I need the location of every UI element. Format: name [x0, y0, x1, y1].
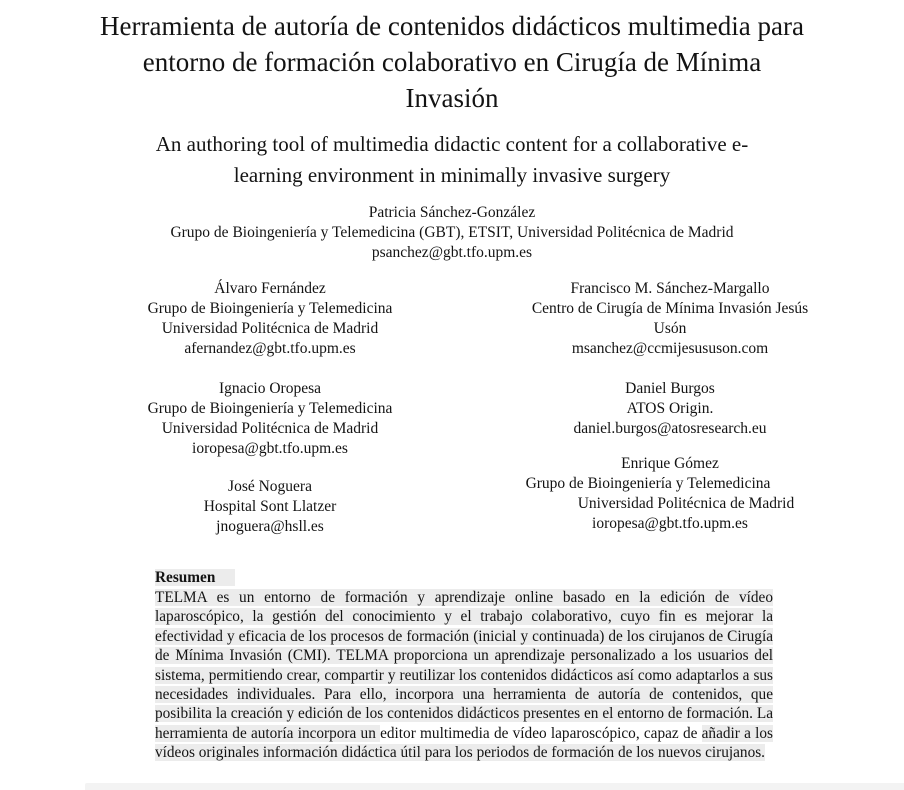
author-grid	[0, 279, 904, 537]
author-affiliation: Usón	[653, 320, 687, 337]
author-affiliation: Grupo de Bioingeniería y Telemedicina	[147, 400, 393, 417]
author-block-jose-noguera	[60, 477, 480, 537]
author-affiliation: Universidad Politécnica de Madrid	[161, 320, 379, 337]
author-name: Francisco M. Sánchez-Margallo	[570, 280, 770, 297]
author-name: Álvaro Fernández	[214, 280, 326, 297]
author-email: msanchez@ccmijesususon.com	[571, 340, 769, 357]
title-en-line-1: An authoring tool of multimedia didactic content for a collaborative e-	[155, 132, 749, 156]
author-affiliation: Centro de Cirugía de Mínima Invasión Jesús	[531, 300, 809, 317]
author-email: daniel.burgos@atosresearch.eu	[573, 420, 767, 437]
abstract-section	[155, 568, 773, 763]
author-name: Daniel Burgos	[625, 380, 715, 397]
title-en-line-2: learning environment in minimally invasive surgery	[233, 163, 671, 187]
paper-title-spanish	[0, 0, 904, 116]
title-es-line-3: Invasión	[405, 83, 499, 113]
abstract-text	[155, 588, 773, 763]
author-affiliation: ATOS Origin.	[626, 400, 714, 417]
partial-highlight-bar	[85, 783, 904, 790]
author-affiliation: Universidad Politécnica de Madrid	[161, 420, 379, 437]
author-email: afernandez@gbt.tfo.upm.es	[184, 340, 356, 357]
author-name: José Noguera	[228, 478, 312, 495]
author-name: Patricia Sánchez-González	[368, 204, 536, 221]
author-column-right	[480, 279, 860, 537]
author-affiliation: Grupo de Bioingeniería y Telemedicina	[147, 300, 393, 317]
author-email: ioropesa@gbt.tfo.upm.es	[192, 440, 348, 457]
paper-title-english	[0, 129, 904, 191]
author-name: Ignacio Oropesa	[219, 380, 321, 397]
author-affiliation: Grupo de Bioingeniería y Telemedicina	[525, 475, 771, 492]
author-block-alvaro-fernandez	[60, 279, 480, 359]
abstract-heading: Resumen	[155, 569, 235, 586]
author-email: psanchez@gbt.tfo.upm.es	[371, 244, 533, 261]
abstract-plain-segment: editor multimedia de vídeo laparoscópico, capaz de	[380, 724, 702, 742]
author-affiliation: Grupo de Bioingeniería y Telemedicina (GBT), ETSIT, Universidad Politécnica de Madrid	[170, 224, 734, 241]
title-es-line-1: Herramienta de autoría de contenidos didácticos multimedia para	[100, 11, 804, 41]
author-block-ignacio-oropesa	[60, 379, 480, 459]
abstract-highlighted-segment-2: añadir a los vídeos originales información didáctica útil para los periodos de formación de los nuevos cirujanos.	[155, 724, 773, 762]
abstract-heading-row	[155, 568, 773, 588]
author-affiliation: Universidad Politécnica de Madrid	[577, 495, 795, 512]
author-affiliation: Hospital Sont Llatzer	[203, 498, 337, 515]
lead-author-block	[0, 203, 904, 263]
author-block-enrique-gomez	[480, 454, 860, 534]
author-email: jnoguera@hsll.es	[216, 518, 324, 535]
author-block-francisco-sanchez-margallo	[480, 279, 860, 359]
author-name: Enrique Gómez	[621, 455, 719, 472]
abstract-highlighted-segment-1: TELMA es un entorno de formación y aprendizaje online basado en la edición de vídeo laparoscópico, la gestión del conocimiento y el trabajo colaborativo, cuyo fin es mejorar la efectividad y eficacia de los procesos de formación (inicial y continuada) de los cirujanos de Cirugía de Mínima Invasión (CMI). TELMA proporciona un aprendizaje personalizado a los usuarios del sistema, permitiendo crear, compartir y reutilizar los contenidos didácticos así como adaptarlos a sus necesidades individuales. Para ello, incorpora una herramienta de autoría de contenidos, que posibilita la creación y edición de los contenidos didácticos presentes en el entorno de formación. La herramienta de autoría incorpora un	[155, 589, 773, 742]
author-email: ioropesa@gbt.tfo.upm.es	[592, 515, 748, 532]
title-es-line-2: entorno de formación colaborativo en Cirugía de Mínima	[142, 47, 762, 77]
author-block-daniel-burgos	[480, 379, 860, 439]
author-column-left	[60, 279, 480, 537]
